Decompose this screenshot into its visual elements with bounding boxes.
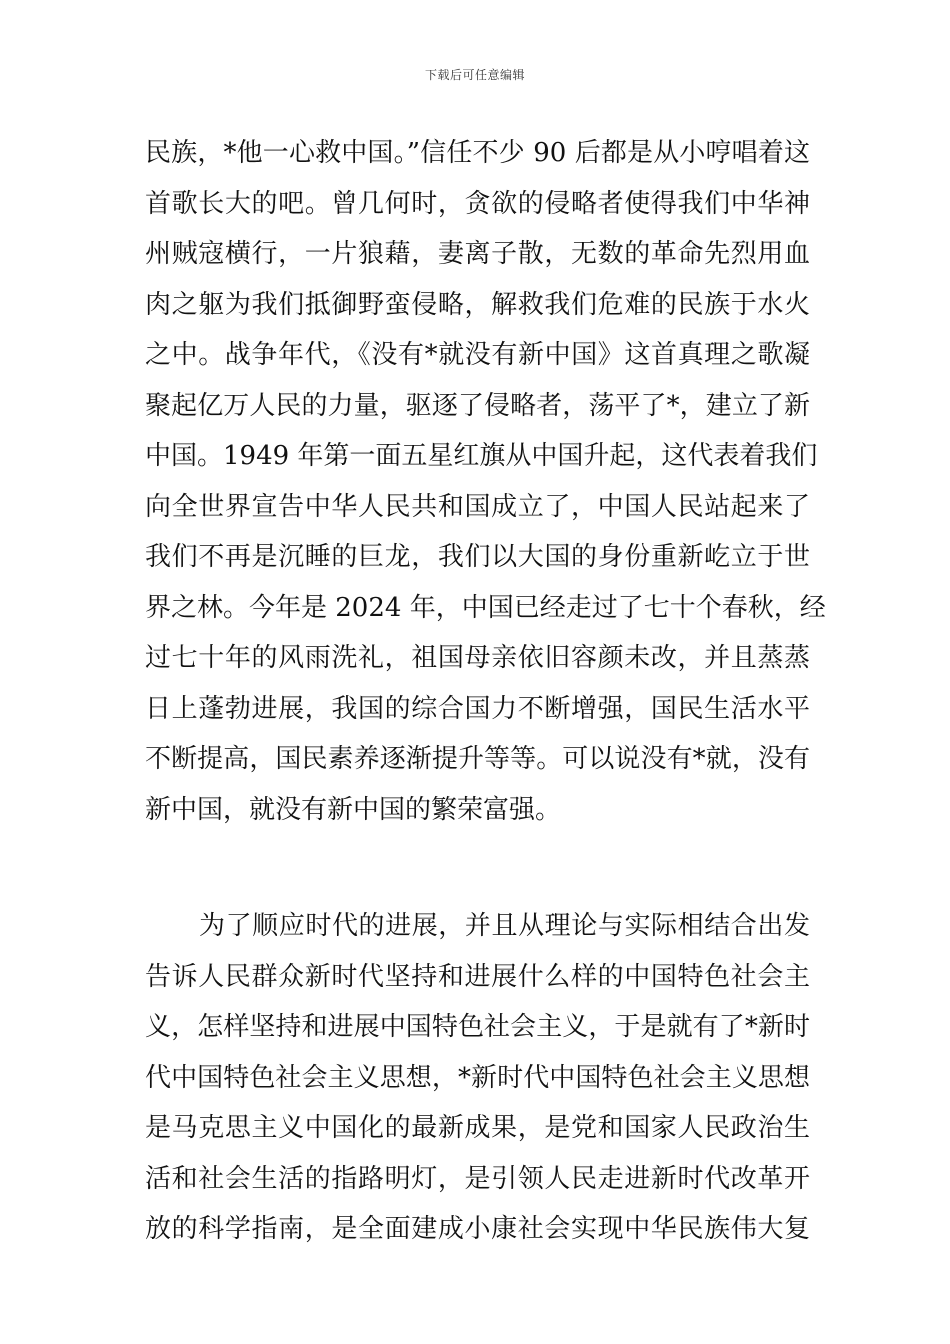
- text-line: 首歌长大的吧。曾几何时，贪欲的侵略者使得我们中华神: [145, 188, 810, 219]
- page-header-note: 下载后可任意编辑: [424, 68, 525, 82]
- text-line: 聚起亿万人民的力量，驱逐了侵略者，荡平了*，建立了新: [145, 390, 810, 421]
- text-line: 义，怎样坚持和进展中国特色社会主义，于是就有了*新时: [145, 1012, 810, 1042]
- text-line: 我们不再是沉睡的巨龙，我们以大国的身份重新屹立于世: [145, 542, 810, 572]
- text-line: 中国。1949 年第一面五星红旗从中国升起，这代表着我们: [145, 441, 818, 471]
- paragraph-spacer: [145, 835, 810, 901]
- text-line: 界之林。今年是 2024 年，中国已经走过了七十个春秋，经: [145, 592, 826, 623]
- text-line: 活和社会生活的指路明灯，是引领人民走进新时代改革开: [145, 1163, 810, 1194]
- text-line: 不断提高，国民素养逐渐提升等等。可以说没有*就，没有: [145, 744, 810, 774]
- text-line: 肉之躯为我们抵御野蛮侵略，解救我们危难的民族于水火: [145, 289, 810, 320]
- text-line: 告诉人民群众新时代坚持和进展什么样的中国特色社会主: [145, 961, 810, 992]
- text-line: 民族，*他一心救中国。”信任不少 90 后都是从小哼唱着这: [145, 138, 810, 168]
- text-line: 是马克思主义中国化的最新成果，是党和国家人民政治生: [145, 1113, 810, 1143]
- text-line: 过七十年的风雨洗礼，祖国母亲依旧容颜未改，并且蒸蒸: [145, 643, 810, 673]
- text-line: 放的科学指南，是全面建成小康社会实现中华民族伟大复: [145, 1214, 810, 1244]
- text-line: 为了顺应时代的进展，并且从理论与实际相结合出发: [199, 911, 810, 941]
- text-line: 代中国特色社会主义思想，*新时代中国特色社会主义思想: [145, 1062, 810, 1093]
- text-line: 之中。战争年代，《没有*就没有新中国》这首真理之歌凝: [145, 340, 810, 370]
- text-line: 州贼寇横行，一片狼藉，妻离子散，无数的革命先烈用血: [145, 239, 810, 269]
- text-line: 日上蓬勃进展，我国的综合国力不断增强，国民生活水平: [145, 693, 810, 724]
- text-line: 新中国，就没有新中国的繁荣富强。: [145, 794, 562, 825]
- paragraph-2: [145, 901, 810, 1255]
- document-body: [145, 128, 826, 1255]
- paragraph-1: [145, 128, 826, 835]
- text-line: 向全世界宣告中华人民共和国成立了，中国人民站起来了: [145, 491, 810, 522]
